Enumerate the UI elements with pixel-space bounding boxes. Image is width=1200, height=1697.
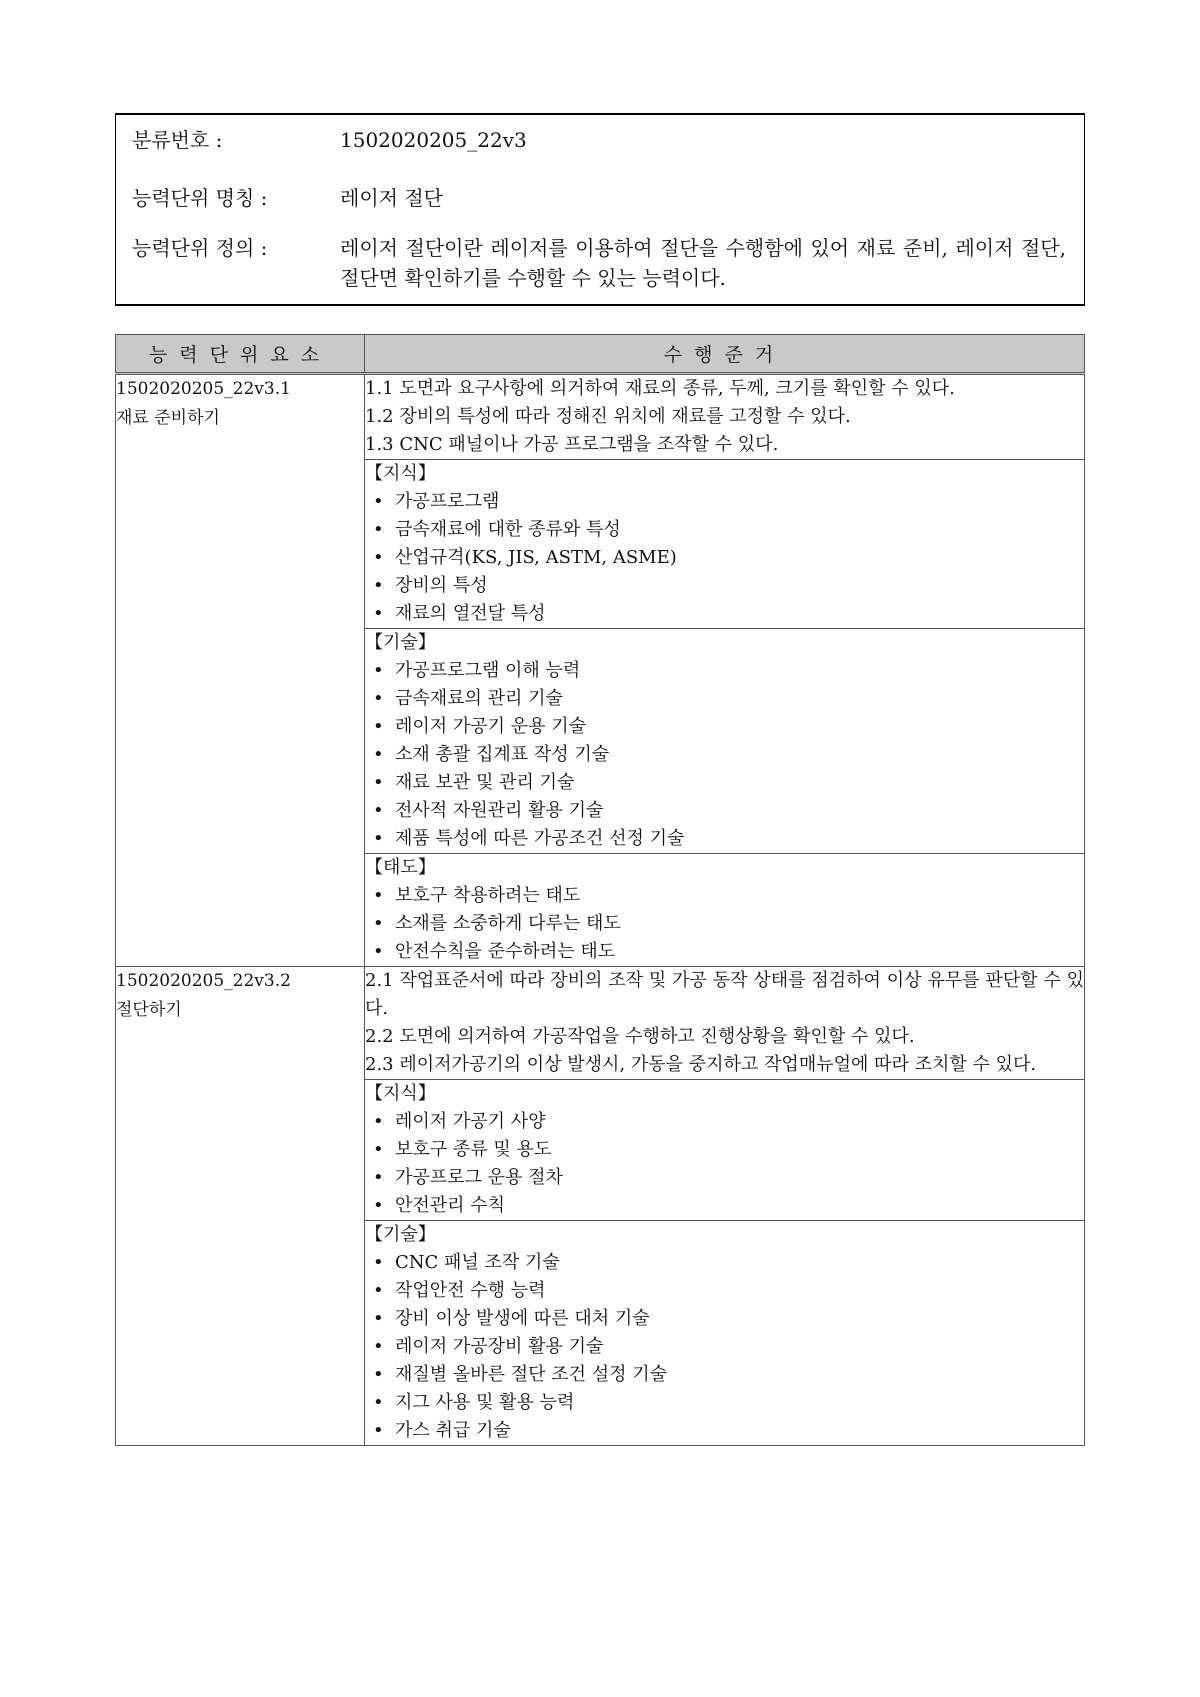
element-code: 1502020205_22v3.2	[116, 971, 291, 991]
criterion: 1.2 장비의 특성에 따라 정해진 위치에 재료를 고정할 수 있다.	[365, 406, 851, 427]
skills-item: CNC 패널 조작 기술	[395, 1252, 560, 1273]
table-body	[116, 374, 1085, 1446]
header-element: 능력단위요소	[116, 335, 365, 374]
knowledge-item: 가공프로그램	[395, 491, 500, 512]
attitudes-item: 소재를 소중하게 다루는 태도	[395, 913, 621, 934]
attitudes-item: 보호구 착용하려는 태도	[395, 885, 581, 906]
criteria-cell	[365, 967, 1085, 1080]
skills-item: 재료 보관 및 관리 기술	[395, 772, 575, 793]
bullet-dot: •	[373, 1336, 384, 1357]
list-item	[365, 825, 1084, 853]
bullet-dot: •	[373, 1364, 384, 1385]
list-item	[365, 1417, 1084, 1445]
competency-table	[115, 334, 1085, 1446]
criterion: 1.1 도면과 요구사항에 의거하여 재료의 종류, 두께, 크기를 확인할 수 있다.	[365, 378, 955, 399]
list-item	[365, 657, 1084, 685]
list-item	[365, 769, 1084, 797]
unit-info-box	[115, 113, 1085, 306]
list-item	[365, 741, 1084, 769]
skills-item: 가스 취급 기술	[395, 1420, 511, 1441]
list-item	[365, 1305, 1084, 1333]
list-item	[365, 910, 1084, 938]
bullet-dot: •	[373, 1252, 384, 1273]
attitudes-title: 【태도】	[365, 857, 436, 878]
bullet-dot: •	[373, 716, 384, 737]
bullet-dot: •	[373, 1392, 384, 1413]
skills-item: 작업안전 수행 능력	[395, 1280, 546, 1301]
header-criteria: 수행준거	[365, 335, 1085, 374]
knowledge-cell	[365, 1080, 1085, 1221]
list-item	[365, 1277, 1084, 1305]
skills-item: 지그 사용 및 활용 능력	[395, 1392, 575, 1413]
unit-definition-label: 능력단위 정의 :	[132, 236, 268, 260]
bullet-dot: •	[373, 603, 384, 624]
skills-item: 재질별 올바른 절단 조건 설정 기술	[395, 1364, 668, 1385]
bullet-dot: •	[373, 941, 384, 962]
knowledge-title: 【지식】	[365, 1083, 436, 1104]
list-item	[365, 1108, 1084, 1136]
skills-item: 장비 이상 발생에 따른 대처 기술	[395, 1308, 650, 1329]
list-item	[365, 1389, 1084, 1417]
knowledge-item: 가공프로그 운용 절차	[395, 1167, 563, 1188]
element-cell	[116, 374, 365, 967]
knowledge-item: 재료의 열전달 특성	[395, 603, 546, 624]
skills-item: 소재 총괄 집계표 작성 기술	[395, 744, 610, 765]
knowledge-item: 안전관리 수칙	[395, 1195, 506, 1216]
skills-item: 가공프로그램 이해 능력	[395, 660, 581, 681]
criteria-cell	[365, 374, 1085, 460]
list-item	[365, 882, 1084, 910]
element-name: 재료 준비하기	[116, 408, 220, 428]
list-item	[365, 713, 1084, 741]
element-cell	[116, 967, 365, 1446]
skills-item: 금속재료의 관리 기술	[395, 688, 563, 709]
list-item	[365, 572, 1084, 600]
bullet-dot: •	[373, 828, 384, 849]
table-header-row	[116, 335, 1085, 374]
list-item	[365, 1361, 1084, 1389]
criterion: 2.1 작업표준서에 따라 장비의 조작 및 가공 동작 상태를 점검하여 이상 유무를 판단할 수 있다.	[365, 970, 1084, 1019]
skills-cell	[365, 629, 1085, 854]
bullet-dot: •	[373, 1195, 384, 1216]
list-item	[365, 1136, 1084, 1164]
skills-title: 【기술】	[365, 632, 436, 653]
element-name: 절단하기	[116, 1000, 182, 1020]
criterion: 2.3 레이저가공기의 이상 발생시, 가동을 중지하고 작업매뉴얼에 따라 조치할 수 있다.	[365, 1054, 1037, 1075]
bullet-dot: •	[373, 772, 384, 793]
list-item	[365, 685, 1084, 713]
bullet-dot: •	[373, 800, 384, 821]
bullet-dot: •	[373, 575, 384, 596]
knowledge-item: 레이저 가공기 사양	[395, 1111, 546, 1132]
unit-definition-value: 레이저 절단이란 레이저를 이용하여 절단을 수행함에 있어 재료 준비, 레이저 절단, 절단면 확인하기를 수행할 수 있는 능력이다.	[340, 236, 1066, 290]
attitudes-cell	[365, 854, 1085, 967]
bullet-dot: •	[373, 519, 384, 540]
attitudes-item: 안전수칙을 준수하려는 태도	[395, 941, 616, 962]
bullet-dot: •	[373, 885, 384, 906]
bullet-dot: •	[373, 491, 384, 512]
knowledge-title: 【지식】	[365, 463, 436, 484]
unit-name-value: 레이저 절단	[340, 186, 443, 210]
skills-item: 레이저 가공기 운용 기술	[395, 716, 587, 737]
element-code: 1502020205_22v3.1	[116, 379, 291, 399]
list-item	[365, 600, 1084, 628]
list-item	[365, 516, 1084, 544]
bullet-dot: •	[373, 688, 384, 709]
list-item	[365, 938, 1084, 966]
bullet-dot: •	[373, 1420, 384, 1441]
table-row	[116, 967, 1085, 1080]
skills-cell	[365, 1221, 1085, 1446]
knowledge-item: 금속재료에 대한 종류와 특성	[395, 519, 621, 540]
criterion: 2.2 도면에 의거하여 가공작업을 수행하고 진행상황을 확인할 수 있다.	[365, 1026, 915, 1047]
list-item	[365, 797, 1084, 825]
bullet-dot: •	[373, 547, 384, 568]
classification-label: 분류번호 :	[132, 128, 223, 152]
knowledge-cell	[365, 460, 1085, 629]
bullet-dot: •	[373, 744, 384, 765]
classification-value: 1502020205_22v3	[340, 128, 527, 152]
bullet-dot: •	[373, 1308, 384, 1329]
skills-title: 【기술】	[365, 1224, 436, 1245]
skills-item: 전사적 자원관리 활용 기술	[395, 800, 604, 821]
list-item	[365, 1192, 1084, 1220]
bullet-dot: •	[373, 1111, 384, 1132]
criterion: 1.3 CNC 패널이나 가공 프로그램을 조작할 수 있다.	[365, 434, 779, 455]
bullet-dot: •	[373, 1280, 384, 1301]
bullet-dot: •	[373, 913, 384, 934]
unit-name-label: 능력단위 명칭 :	[132, 186, 268, 210]
list-item	[365, 1333, 1084, 1361]
knowledge-item: 산업규격(KS, JIS, ASTM, ASME)	[395, 547, 677, 568]
knowledge-item: 보호구 종류 및 용도	[395, 1139, 552, 1160]
bullet-dot: •	[373, 1139, 384, 1160]
bullet-dot: •	[373, 1167, 384, 1188]
list-item	[365, 1249, 1084, 1277]
skills-item: 제품 특성에 따른 가공조건 선정 기술	[395, 828, 685, 849]
table-row	[116, 374, 1085, 460]
skills-item: 레이저 가공장비 활용 기술	[395, 1336, 604, 1357]
knowledge-item: 장비의 특성	[395, 575, 488, 596]
bullet-dot: •	[373, 660, 384, 681]
list-item	[365, 544, 1084, 572]
list-item	[365, 488, 1084, 516]
list-item	[365, 1164, 1084, 1192]
